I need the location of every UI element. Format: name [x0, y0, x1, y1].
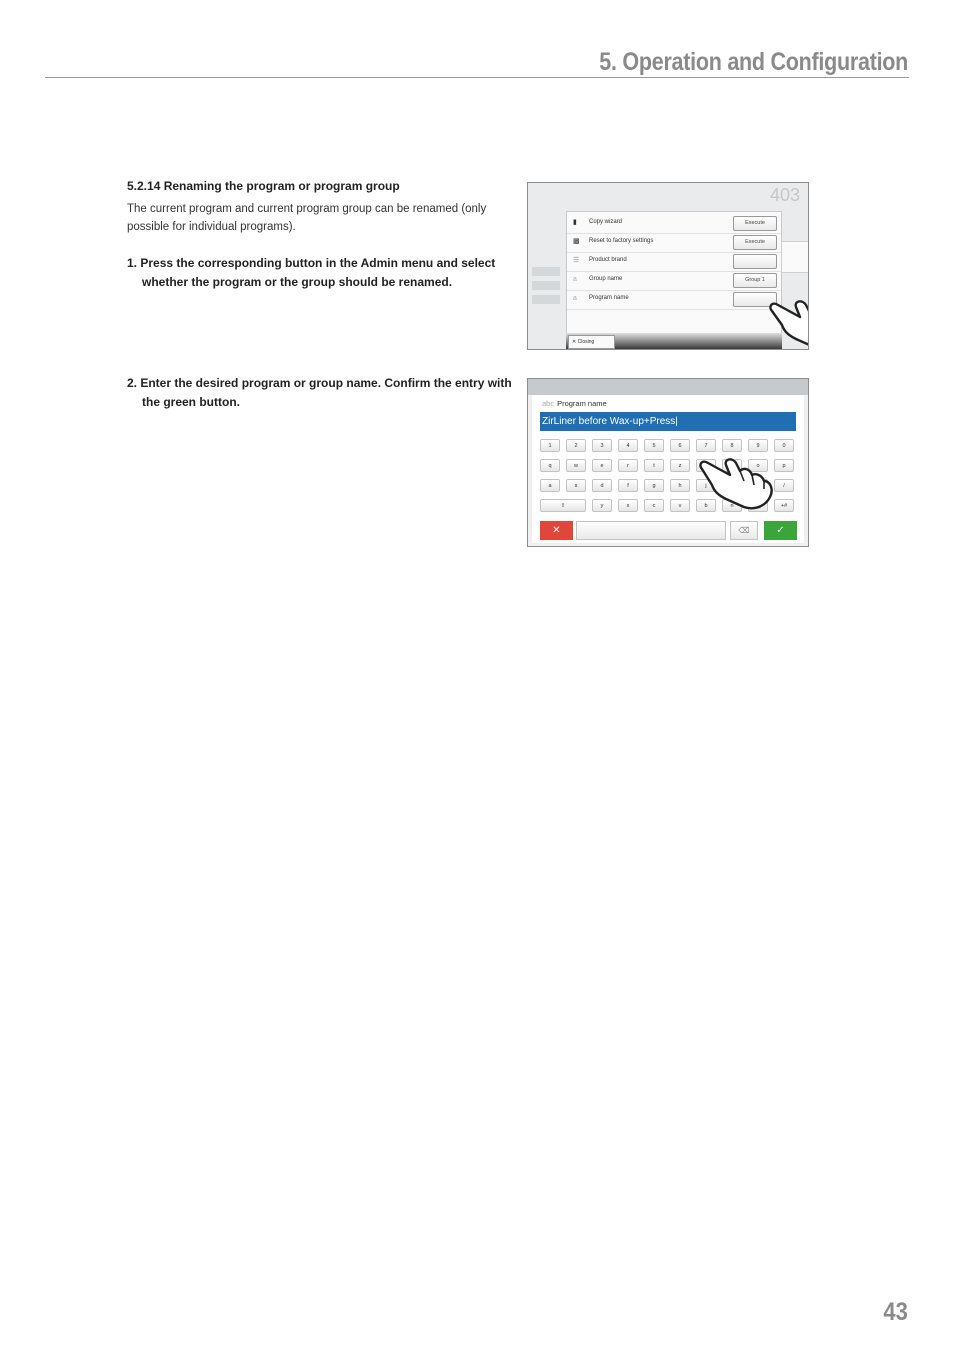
key[interactable]: x [618, 499, 638, 512]
background-tab [532, 267, 560, 276]
shift-key[interactable]: ⇧ [540, 499, 586, 512]
pointing-hand-icon [766, 287, 809, 350]
key[interactable]: w [566, 459, 586, 472]
menu-row-label: Reset to factory settings [589, 238, 654, 244]
key[interactable]: s [566, 479, 586, 492]
key[interactable]: p [774, 459, 794, 472]
key[interactable]: g [644, 479, 664, 492]
key[interactable]: e [592, 459, 612, 472]
key[interactable]: +# [774, 499, 794, 512]
key[interactable]: 5 [644, 439, 664, 452]
execute-button[interactable]: Execute [733, 235, 777, 250]
menu-row-product-brand [567, 252, 781, 272]
execute-button[interactable]: Execute [733, 216, 777, 231]
key[interactable]: / [774, 479, 794, 492]
step-2: 2. Enter the desired program or group name. Confirm the entry with the green button. [127, 376, 512, 409]
closing-label: Closing [577, 339, 595, 345]
side-tab[interactable] [781, 241, 809, 273]
key[interactable]: t [644, 459, 664, 472]
confirm-button[interactable]: ✓ [764, 521, 797, 540]
menu-row-program-name [567, 290, 781, 310]
menu-row-label: Program name [589, 295, 629, 301]
key[interactable]: j [696, 479, 716, 492]
background-temperature: 403 [769, 185, 800, 205]
section-heading: 5.2.14 Renaming the program or program group [127, 179, 400, 193]
admin-menu-screenshot [527, 182, 809, 350]
page-number: 43 [883, 1298, 908, 1326]
closing-button[interactable] [568, 335, 615, 349]
intro-paragraph: The current program and current program group can be renamed (only possible for individual programs). [127, 203, 487, 233]
key[interactable]: n [722, 499, 742, 512]
key[interactable]: 8 [722, 439, 742, 452]
group-name-button[interactable]: Group 1 [733, 273, 777, 288]
menu-row-reset [567, 233, 781, 253]
key[interactable]: 1 [540, 439, 560, 452]
background-tab [532, 281, 560, 290]
step-1: 1. Press the corresponding button in the Admin menu and select whether the program or the group should be renamed. [127, 256, 496, 289]
cancel-button[interactable]: ✕ [540, 521, 573, 540]
menu-row-copy-wizard [567, 214, 781, 234]
key[interactable]: a [540, 479, 560, 492]
screen-top-bar [528, 379, 808, 395]
field-label [542, 399, 607, 408]
menu-row-label: Product brand [589, 257, 627, 263]
key[interactable]: 2 [566, 439, 586, 452]
text-icon: abc [542, 399, 555, 408]
key[interactable]: f [618, 479, 638, 492]
key[interactable]: 4 [618, 439, 638, 452]
key[interactable]: b [696, 499, 716, 512]
key[interactable]: 3 [592, 439, 612, 452]
copy-icon: ▮ [573, 219, 577, 226]
key[interactable]: y [592, 499, 612, 512]
key[interactable]: h [670, 479, 690, 492]
space-bar[interactable] [576, 521, 726, 540]
field-label-text: Program name [557, 399, 607, 408]
key[interactable]: o [748, 459, 768, 472]
key[interactable]: 6 [670, 439, 690, 452]
key[interactable]: c [644, 499, 664, 512]
key[interactable]: d [592, 479, 612, 492]
keyboard-screenshot [527, 378, 809, 547]
admin-menu-panel [566, 211, 782, 335]
close-icon: ✕ [572, 339, 577, 345]
brand-icon: ☰ [573, 257, 580, 264]
menu-row-group-name [567, 271, 781, 291]
key[interactable]: z [670, 459, 690, 472]
chapter-title: 5. Operation and Configuration [599, 48, 908, 76]
key[interactable]: r [618, 459, 638, 472]
key[interactable]: 0 [774, 439, 794, 452]
text-icon: a [573, 295, 577, 302]
text-icon: a [573, 276, 577, 283]
header-rule [45, 77, 909, 78]
key[interactable]: v [670, 499, 690, 512]
backspace-button[interactable]: ⌫ [730, 521, 758, 540]
menu-row-label: Copy wizard [589, 219, 623, 225]
background-tab [532, 295, 560, 304]
key[interactable]: 7 [696, 439, 716, 452]
pointing-hand-icon [696, 453, 776, 515]
menu-row-label: Group name [589, 276, 623, 282]
program-name-input[interactable]: ZirLiner before Wax-up+Press| [540, 412, 796, 431]
product-brand-button[interactable] [733, 254, 777, 269]
key[interactable]: q [540, 459, 560, 472]
key[interactable]: 9 [748, 439, 768, 452]
reset-icon: ▩ [573, 238, 580, 245]
